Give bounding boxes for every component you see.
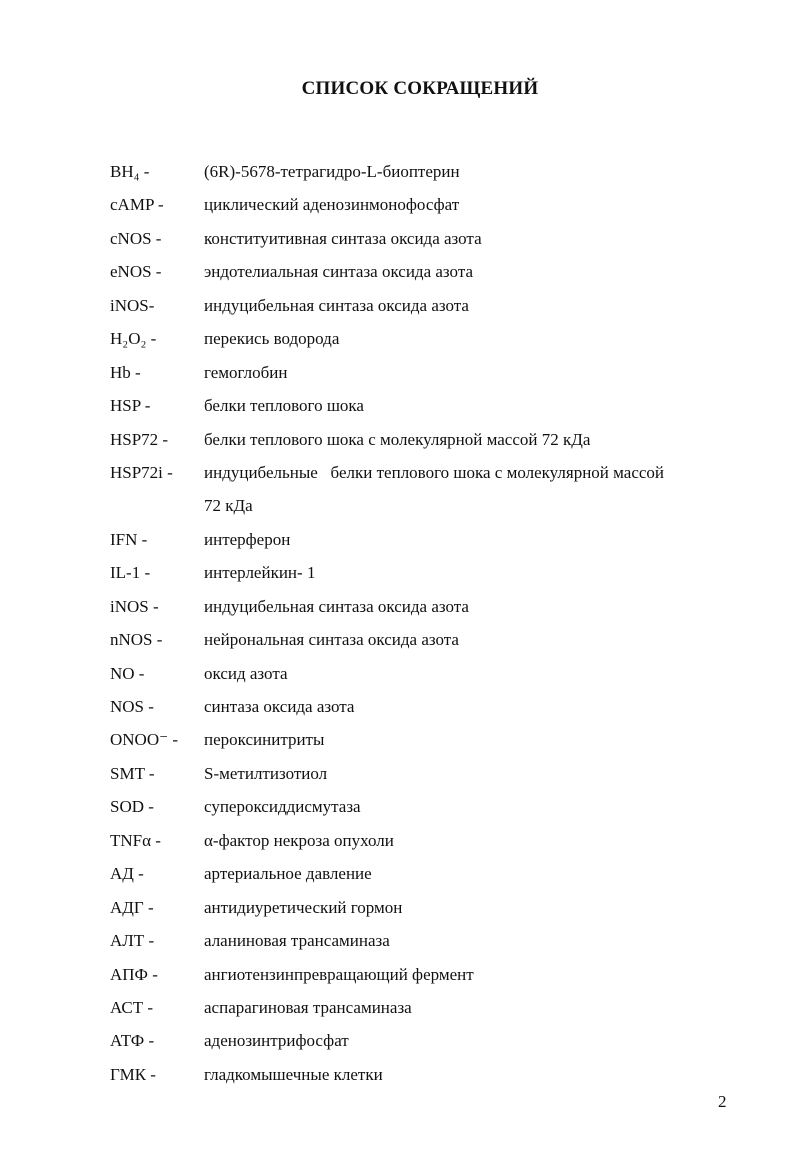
- definition: конституитивная синтаза оксида азота: [204, 228, 482, 248]
- abbreviation: ONOO⁻ -: [110, 730, 178, 750]
- abbreviation: nNOS -: [110, 630, 163, 650]
- abbreviation: АСТ -: [110, 997, 154, 1017]
- definition: аспарагиновая трансаминаза: [204, 997, 412, 1017]
- definition: α-фактор некроза опухоли: [204, 830, 394, 850]
- abbreviation: iNOS -: [110, 596, 159, 616]
- list-item: [0, 255, 798, 288]
- definition: циклический аденозинмонофосфат: [204, 195, 460, 215]
- abbreviation: NOS -: [110, 697, 154, 717]
- definition: белки теплового шока с молекулярной массой 72 кДа: [204, 429, 591, 449]
- list-item: [0, 423, 798, 456]
- list-item: [0, 690, 798, 723]
- abbreviation: АПФ -: [110, 964, 158, 984]
- definition-line-continued: 72 кДа: [204, 496, 253, 516]
- definition: ангиотензинпревращающий фермент: [204, 964, 474, 984]
- list-item: [0, 356, 798, 389]
- list-item: [0, 991, 798, 1024]
- list-item: [0, 556, 798, 589]
- definition: гладкомышечные клетки: [204, 1064, 383, 1084]
- list-item: [0, 322, 798, 355]
- list-item: [0, 523, 798, 556]
- definition: аденозинтрифосфат: [204, 1031, 349, 1051]
- abbreviation: cAMP -: [110, 195, 164, 215]
- abbreviation: АЛТ -: [110, 931, 155, 951]
- abbreviation: ГМК -: [110, 1064, 156, 1084]
- list-item: [0, 456, 798, 523]
- list-item: [0, 657, 798, 690]
- list-item: [0, 188, 798, 221]
- abbreviation: IL-1 -: [110, 563, 151, 583]
- definition: артериальное давление: [204, 864, 372, 884]
- list-item: [0, 958, 798, 991]
- definition-line: индуцибельные белки теплового шока с молекулярной массой: [204, 462, 665, 482]
- abbreviation: Hb -: [110, 362, 141, 382]
- definition: оксид азота: [204, 663, 288, 683]
- list-item: [0, 924, 798, 957]
- abbreviation: SMT -: [110, 763, 155, 783]
- list-item: [0, 790, 798, 823]
- list-item: [0, 1058, 798, 1091]
- list-item: [0, 824, 798, 857]
- definition: антидиуретический гормон: [204, 897, 403, 917]
- abbreviation: H₂O₂ -: [110, 329, 157, 349]
- list-item: [0, 891, 798, 924]
- definition: перекись водорода: [204, 329, 340, 349]
- page-title: СПИСОК СОКРАЩЕНИЙ: [301, 78, 539, 99]
- abbreviation-list: [0, 155, 798, 1091]
- definition: пероксинитриты: [204, 730, 325, 750]
- definition: белки теплового шока: [204, 396, 364, 416]
- list-item: [0, 723, 798, 756]
- abbreviation: cNOS -: [110, 228, 162, 248]
- abbreviation: HSP -: [110, 396, 151, 416]
- definition: индуцибельная синтаза оксида азота: [204, 596, 469, 616]
- abbreviation: TNFα -: [110, 830, 161, 850]
- abbreviation: АДГ -: [110, 897, 154, 917]
- list-item: [0, 222, 798, 255]
- abbreviation: BH₄ -: [110, 162, 150, 181]
- abbreviation: HSP72 -: [110, 429, 169, 449]
- abbreviation: АТФ -: [110, 1031, 155, 1051]
- definition: интерлейкин- 1: [204, 563, 316, 583]
- list-item: [0, 1024, 798, 1057]
- definition: (6R)-5678-тетрагидро-L-биоптерин: [204, 162, 460, 181]
- list-item: [0, 289, 798, 322]
- abbreviation: eNOS -: [110, 262, 162, 282]
- abbreviation: HSP72i -: [110, 462, 173, 482]
- list-item: [0, 590, 798, 623]
- list-item: [0, 857, 798, 890]
- definition: интерферон: [204, 529, 291, 549]
- definition: нейрональная синтаза оксида азота: [204, 630, 459, 650]
- definition: синтаза оксида азота: [204, 697, 355, 717]
- abbreviation: IFN -: [110, 529, 148, 549]
- abbreviation: NO -: [110, 663, 145, 683]
- abbreviation: iNOS-: [110, 295, 155, 315]
- list-item: [0, 155, 798, 188]
- page-number: 2: [718, 1092, 727, 1111]
- definition: индуцибельная синтаза оксида азота: [204, 295, 469, 315]
- abbreviation: SOD -: [110, 797, 154, 817]
- definition: [204, 456, 729, 523]
- definition: эндотелиальная синтаза оксида азота: [204, 262, 473, 282]
- list-item: [0, 757, 798, 790]
- list-item: [0, 623, 798, 656]
- definition: супероксиддисмутаза: [204, 797, 361, 817]
- definition: гемоглобин: [204, 362, 288, 382]
- definition: S-метилтизотиол: [204, 763, 328, 783]
- definition: аланиновая трансаминаза: [204, 931, 390, 951]
- list-item: [0, 389, 798, 422]
- abbreviation: АД -: [110, 864, 144, 884]
